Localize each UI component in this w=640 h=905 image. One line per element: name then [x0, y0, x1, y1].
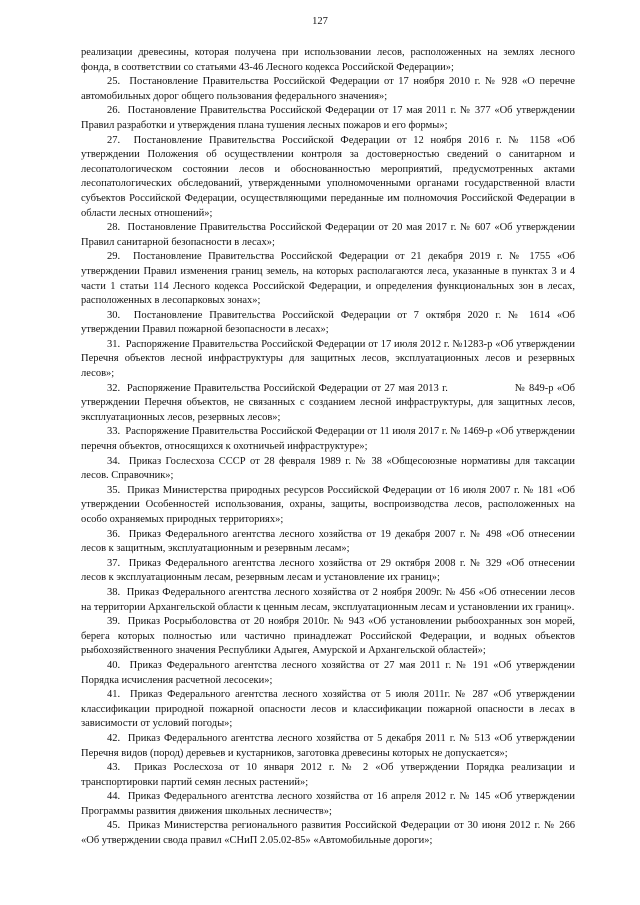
page-number: 127 — [312, 16, 328, 27]
list-item: 36. Приказ Федерального агентства лесного хозяйства от 19 декабря 2007 г. № 498 «Об отнесении лесов к защитным, эксплуатационным и резервным лесам»; — [81, 528, 575, 555]
list-item: 29. Постановление Правительства Российской Федерации от 21 декабря 2019 г. № 1755 «Об утверждении Правил изменения границ земель, на которых располагаются леса, указанные в пунктах 3 и 4 части 1 статьи 114 Лесного кодекса Российской Федерации, и определения функциональных зон в лесах, расположенных в лесопарковых зонах»; — [81, 251, 575, 307]
list-item: 45. Приказ Министерства регионального развития Российской Федерации от 30 июня 2012 г. № 266 «Об утверждении свода правил «СНиП 2.05.02-85» «Автомобильные дороги»; — [81, 820, 575, 847]
list-item: 44. Приказ Федерального агентства лесного хозяйства от 16 апреля 2012 г. № 145 «Об утверждении Программы развития движения школьных лесничеств»; — [81, 791, 575, 817]
list-item: 43. Приказ Рослесхоза от 10 января 2012 г. № 2 «Об утверждении Порядка реализации и транспортировки партий семян лесных растений»; — [81, 762, 575, 788]
list-item: 37. Приказ Федерального агентства лесного хозяйства от 29 октября 2008 г. № 329 «Об отнесении лесов к эксплуатационным лесам, резервным лесам и установление их границ»; — [81, 557, 575, 584]
list-item: 31. Распоряжение Правительства Российской Федерации от 17 июля 2012 г. №1283-р «Об утверждении Перечня объектов лесной инфраструктуры для защитных лесов, эксплуатационных лесов и резервных лесов»; — [81, 338, 575, 380]
list-item: 27. Постановление Правительства Российской Федерации от 12 ноября 2016 г. № 1158 «Об утверждении Положения об осуществлении контроля за достоверностью сведений о санитарном и лесопатологическом состоянии лесов и обоснованностью мероприятий, предусмотренных актами лесопатологических обследований, утвержденными уполномоченными органами государственной власти субъектов Российской Федерации, осуществляющими переданные им полномочия Российской Федерации в области лесных отношений»; — [81, 134, 575, 219]
list-item: 34. Приказ Гослесхоза СССР от 28 февраля 1989 г. № 38 «Общесоюзные нормативы для таксации лесов. Справочник»; — [81, 455, 575, 482]
list-item: 33. Распоряжение Правительства Российской Федерации от 11 июля 2017 г. № 1469-р «Об утверждении перечня объектов, относящихся к охотничьей инфраструктуре»; — [81, 426, 575, 453]
list-item: 40. Приказ Федерального агентства лесного хозяйства от 27 мая 2011 г. № 191 «Об утверждении Порядка исчисления расчетной лесосеки»; — [81, 659, 575, 686]
list-item: 25. Постановление Правительства Российской Федерации от 17 ноября 2010 г. № 928 «О перечне автомобильных дорог общего пользования федерального значения»; — [81, 76, 575, 102]
list-item: 39. Приказ Росрыболовства от 20 ноября 2010г. № 943 «Об установлении рыбоохранных зон морей, берега которых полностью или частично принадлежат Российской Федерации, и водных объектов рыбохозяйственного значения Республики Адыгея, Амурской и Архангельской областей»; — [81, 616, 575, 657]
list-item: 28. Постановление Правительства Российской Федерации от 20 мая 2017 г. № 607 «Об утверждении Правил санитарной безопасности в лесах»; — [81, 222, 575, 248]
list-item: 32. Распоряжение Правительства Российской Федерации от 27 мая 2013 г. № 849-р «Об утверждении Перечня объектов, не связанных с созданием лесной инфраструктуры, для защитных лесов, эксплуатационных лесов, резервных лесов»; — [81, 382, 575, 423]
list-item: 41. Приказ Федерального агентства лесного хозяйства от 5 июля 2011г. № 287 «Об утверждении классификации природной пожарной опасности лесов и классификации пожарной опасности в лесах в зависимости от условий погоды»; — [81, 689, 575, 730]
list-item: 35. Приказ Министерства природных ресурсов Российской Федерации от 16 июля 2007 г. № 181 «Об утверждении Особенностей использования, охраны, защиты, воспроизводства лесов, расположенных на особо охраняемых природных территориях»; — [81, 484, 575, 525]
document-body — [81, 46, 575, 849]
list-item: 26. Постановление Правительства Российской Федерации от 17 мая 2011 г. № 377 «Об утверждении Правил разработки и утверждения плана тушения лесных пожаров и его формы»; — [81, 105, 575, 131]
list-item: 42. Приказ Федерального агентства лесного хозяйства от 5 декабря 2011 г. № 513 «Об утверждении Перечня видов (пород) деревьев и кустарников, заготовка древесины которых не допускается»; — [81, 732, 575, 759]
paragraph-continuation: реализации древесины, которая получена при использовании лесов, расположенных на землях лесного фонда, в соответствии со статьями 43-46 Лесного кодекса Российской Федерации»; — [81, 47, 575, 73]
list-item: 30. Постановление Правительства Российской Федерации от 7 октября 2020 г. № 1614 «Об утверждении Правил пожарной безопасности в лесах»; — [81, 309, 575, 336]
list-item: 38. Приказ Федерального агентства лесного хозяйства от 2 ноября 2009г. № 456 «Об отнесении лесов на территории Архангельской области к ценным лесам, эксплуатационным лесам и установлении их границ». — [81, 586, 575, 613]
